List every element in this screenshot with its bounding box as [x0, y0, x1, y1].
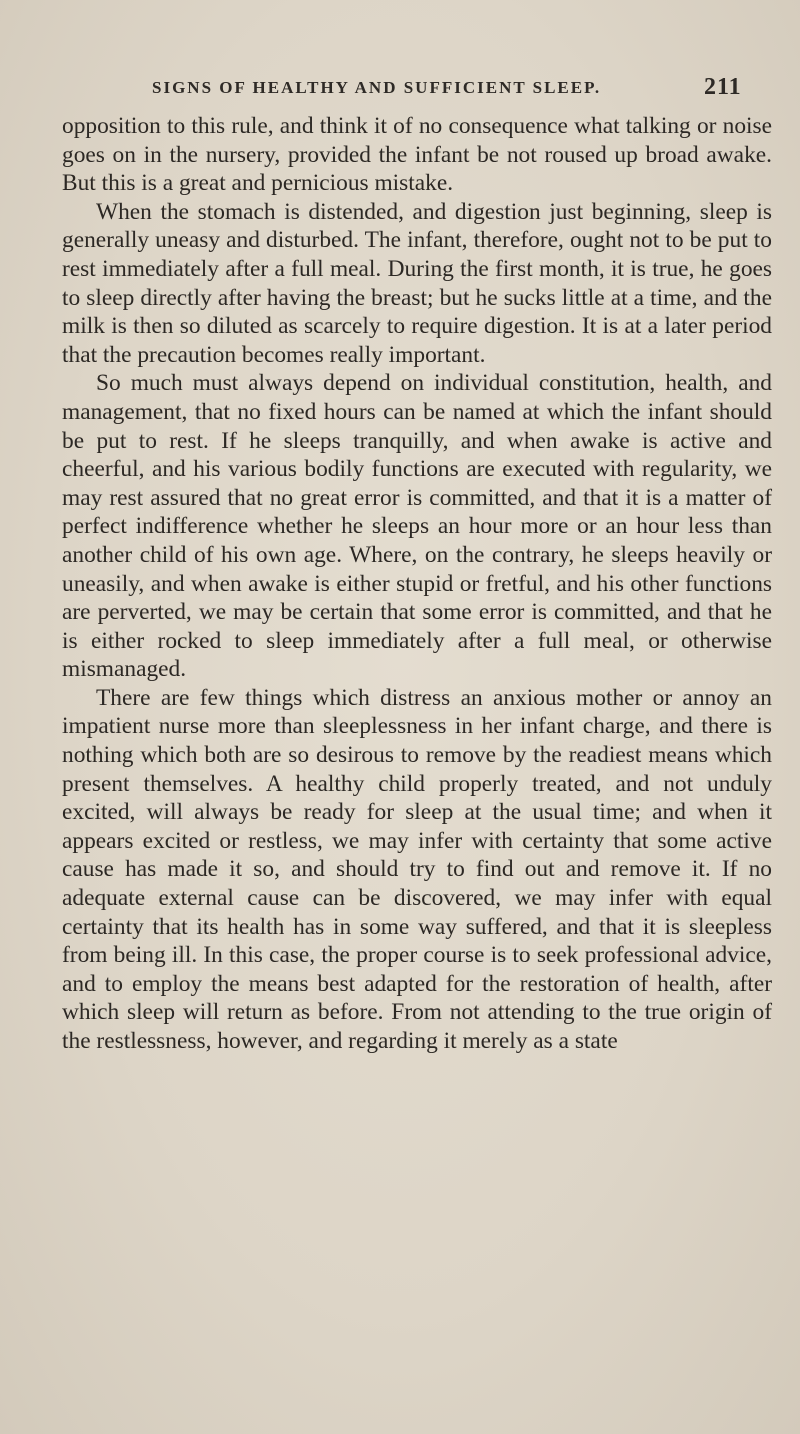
paragraph: So much must always depend on individual constitution, health, and management, that no fixed hours can be named at which the infant should be put to rest. If he sleeps tranquilly, and when awake is active and cheerful, and his various bodily functions are executed with regularity, we may rest assured that no great error is committed, and that it is a matter of perfect indifference whether he sleeps an hour more or an hour less than another child of his own age. Where, on the contrary, he sleeps heavily or uneasily, and when awake is either stupid or fretful, and his other functions are perverted, we may be certain that some error is committed, and that he is either rocked to sleep immediately after a full meal, or otherwise mismanaged. — [62, 370, 772, 683]
paragraph: There are few things which distress an anxious mother or annoy an impatient nurse more than sleeplessness in her infant charge, and there is nothing which both are so desirous to remove by the readiest means which present themselves. A healthy child properly treated, and not unduly excited, will always be ready for sleep at the usual time; and when it appears excited or restless, we may infer with certainty that some active cause has made it so, and should try to find out and remove it. If no adequate external cause can be discovered, we may infer with equal certainty that its health has in some way suffered, and that it is sleepless from being ill. In this case, the proper course is to seek professional advice, and to employ the means best adapted for the restoration of health, after which sleep will return as before. From not attending to the true origin of the restlessness, however, and regarding it merely as a state — [62, 684, 772, 1054]
paragraph: When the stomach is distended, and digestion just beginning, sleep is generally uneasy and disturbed. The infant, therefore, ought not to be put to rest immediately after a full meal. During the first month, it is true, he goes to sleep directly after having the breast; but he sucks little at a time, and the milk is then so diluted as scarcely to require digestion. It is at a later period that the precaution becomes really important. — [62, 198, 772, 368]
running-head-title: SIGNS OF HEALTHY AND SUFFICIENT SLEEP. — [152, 78, 602, 97]
body-text — [62, 112, 772, 1056]
page-number: 211 — [704, 74, 742, 100]
paragraph-continuation: opposition to this rule, and think it of no consequence what talking or noise goes on in the nursery, provided the infant be not roused up broad awake. But this is a great and pernicious mistake. — [62, 113, 772, 197]
running-head — [152, 74, 772, 108]
